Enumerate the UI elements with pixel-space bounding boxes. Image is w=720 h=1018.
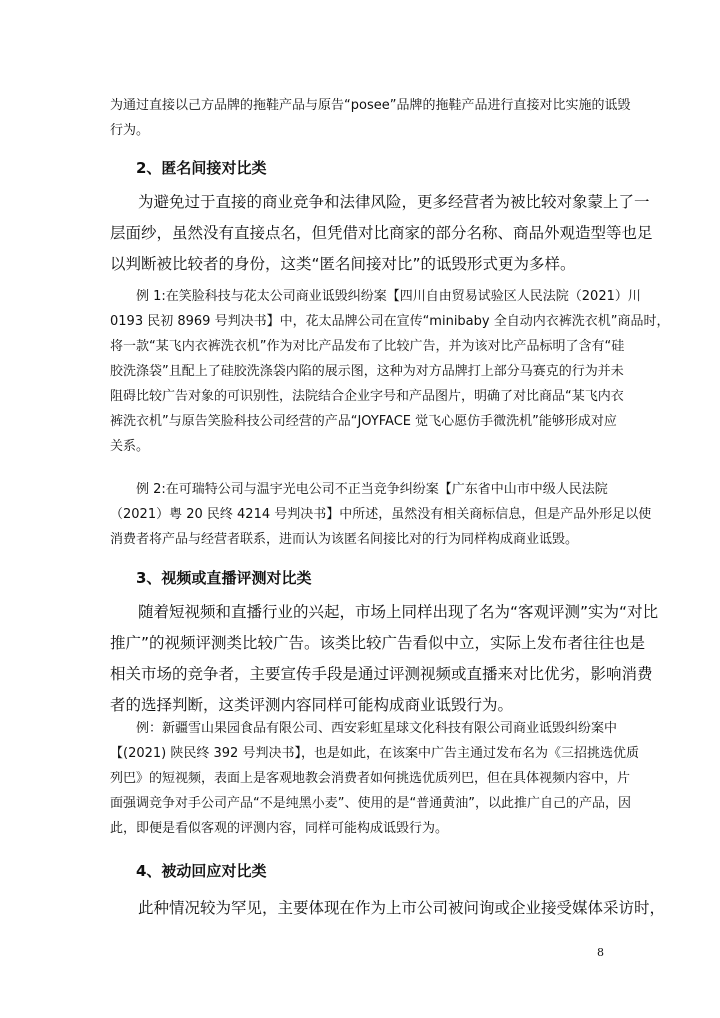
section-heading-3: 3、视频或直播评测对比类	[136, 569, 312, 587]
page-number: 8	[597, 946, 604, 959]
section-heading-4: 4、被动回应对比类	[136, 862, 267, 880]
section-heading-2: 2、匿名间接对比类	[136, 159, 267, 177]
paragraph-video-review: 随着短视频和直播行业的兴起，市场上同样出现了名为“客观评测”实为“对比 推广”的视频评测类比较广告。该类比较广告看似中立，实际上发布者往往也是 相关市场的竞争者，主要宣传手段是通过评测视频或直播来对比优劣，影响消费 者的选择判断，这类评测内容同样可能构成商业诋毁行为。	[110, 603, 659, 714]
paragraph-anonymous-comparison: 为避免过于直接的商业竞争和法律风险，更多经营者为被比较对象蒙上了一 层面纱，虽然没有直接点名，但凭借对比商家的部分名称、商品外观造型等也足 以判断被比较者的身份，这类“匿名间接对比”的诋毁形式更为多样。	[110, 193, 653, 273]
example-2: 例 2:在可瑞特公司与温宇光电公司不正当竞争纠纷案【广东省中山市中级人民法院 （2021）粤 20 民终 4214 号判决书】中所述，虽然没有相关商标信息，但是产品外形足以使 消费者将产品与经营者联系，进而认为该匿名间接比对的行为同样构成商业诋毁。	[110, 482, 652, 547]
paragraph-continuation: 为通过直接以己方品牌的拖鞋产品与原告“posee”品牌的拖鞋产品进行直接对比实施的诋毁 行为。	[110, 98, 631, 138]
paragraph-passive-response: 此种情况较为罕见，主要体现在作为上市公司被问询或企业接受媒体采访时，	[138, 899, 666, 917]
example-1: 例 1:在笑脸科技与花太公司商业诋毁纠纷案【四川自由贸易试验区人民法院（2021）川 0193 民初 8969 号判决书】中，花太品牌公司在宣传“minibaby 全自动内衣裤洗衣机”商品时， 将一款“某飞内衣裤洗衣机”作为对比产品发布了比较广告，并为该对比产品标明了含有“硅 胶洗涤袋”且配上了硅胶洗涤袋内陷的展示图，这种为对方品牌打上部分马赛克的行为并未 阻碍比较广告对象的可识别性，法院结合企业字号和产品图片，明确了对比商品“某飞内衣 裤洗衣机”与原告笑脸科技公司经营的产品“JOYFACE 觉飞心愿仿手微洗机”能够形成对应 关系。	[110, 289, 670, 454]
example-3: 例：新疆雪山果园食品有限公司、西安彩虹星球文化科技有限公司商业诋毁纠纷案中 【(2021) 陕民终 392 号判决书】，也是如此，在该案中广告主通过发布名为《三招挑选优质 列巴》的短视频，表面上是客观地教会消费者如何挑选优质列巴，但在具体视频内容中，片 面强调竞争对手公司产品“不是纯黑小麦”、使用的是“普通黄油”，以此推广自己的产品，因 此，即便是看似客观的评测内容，同样可能构成诋毁行为。	[110, 721, 639, 836]
